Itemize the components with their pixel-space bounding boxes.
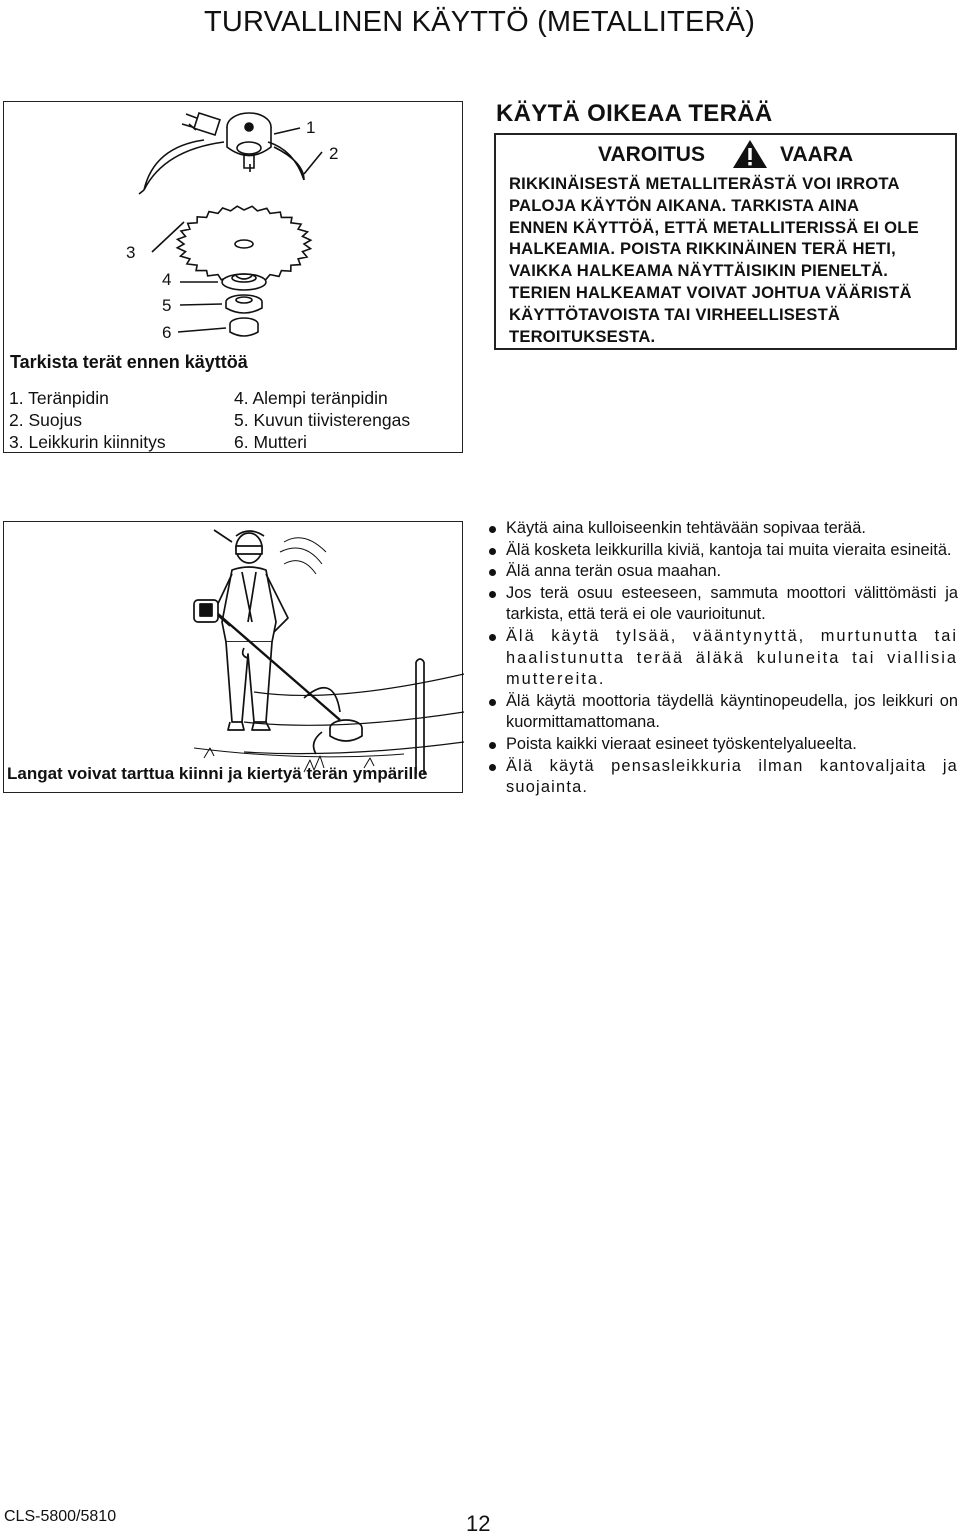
warning-line: KÄYTTÖTAVOISTA TAI VIRHEELLISESTÄ (509, 304, 841, 324)
callout-1: 1 (306, 118, 316, 137)
callout-6: 6 (162, 323, 172, 342)
list-item-text: Älä käytä tylsää, vääntynyttä, murtunutta tai haalistunutta terää äläkä kuluneita tai viallisia muttereita. (506, 626, 958, 689)
bullet-icon (489, 699, 496, 706)
bullet-icon (489, 526, 496, 533)
list-item-text: Älä käytä moottoria täydellä käyntinopeudella, jos leikkuri on kuormittamattomana. (506, 691, 958, 732)
parts-list-left (9, 387, 166, 453)
page-title: TURVALLINEN KÄYTTÖ (METALLITERÄ) (204, 6, 756, 38)
bullet-icon (489, 569, 496, 576)
warning-line: TEROITUKSESTA. (509, 326, 656, 346)
figure1-caption: Tarkista terät ennen käyttöä (10, 352, 248, 372)
list-item-text: Jos terä osuu esteeseen, sammuta moottori välittömästi ja tarkista, että terä ei ole vaurioitunut. (506, 583, 958, 624)
callout-4: 4 (162, 270, 172, 289)
warning-box (494, 133, 957, 350)
page-number: 12 (466, 1511, 491, 1536)
figure2-caption: Langat voivat tarttua kiinni ja kiertyä terän ympärille (7, 764, 428, 783)
list-item (486, 518, 958, 540)
part-item: 6. Mutteri (234, 432, 307, 452)
blade-assembly-figure (3, 101, 463, 453)
warning-line: ENNEN KÄYTTÖÄ, ETTÄ METALLITERISSÄ EI OLE (509, 217, 919, 237)
warning-label: VAROITUS (598, 143, 705, 166)
list-item-text: Älä kosketa leikkurilla kiviä, kantoja tai muita vieraita esineitä. (506, 540, 952, 559)
warning-line: PALOJA KÄYTÖN AIKANA. TARKISTA AINA (509, 195, 860, 215)
section-title: KÄYTÄ OIKEAA TERÄÄ (496, 100, 773, 127)
bullet-icon (489, 634, 496, 641)
part-item: 2. Suojus (9, 410, 82, 430)
list-item (486, 583, 958, 626)
warning-line: TERIEN HALKEAMAT VOIVAT JOHTUA VÄÄRISTÄ (509, 282, 912, 302)
warning-line: RIKKINÄISESTÄ METALLITERÄSTÄ VOI IRROTA (509, 174, 900, 193)
callout-3: 3 (126, 243, 136, 262)
safety-bullet-list (486, 518, 958, 799)
list-item (486, 561, 958, 583)
warning-line: VAIKKA HALKEAMA NÄYTTÄISIKIN PIENELTÄ. (509, 261, 889, 281)
list-item-text: Älä käytä pensasleikkuria ilman kantovaljaita ja suojainta. (506, 756, 958, 797)
bullet-icon (489, 548, 496, 555)
part-item: 3. Leikkurin kiinnitys (9, 432, 166, 452)
part-item: 4. Alempi teränpidin (234, 388, 388, 408)
operator-figure (3, 521, 463, 793)
list-item-text: Älä anna terän osua maahan. (506, 562, 722, 581)
bullet-icon (489, 591, 496, 598)
list-item (486, 756, 958, 799)
callout-5: 5 (162, 296, 172, 315)
bullet-icon (489, 742, 496, 749)
warning-text (509, 173, 949, 347)
parts-list-right (234, 387, 410, 453)
list-item (486, 734, 958, 756)
list-item (486, 691, 958, 734)
warning-triangle-icon (732, 139, 768, 169)
list-item-text: Poista kaikki vieraat esineet työskentelyalueelta. (506, 734, 857, 753)
list-item-text: Käytä aina kulloiseenkin tehtävään sopivaa terää. (506, 519, 866, 537)
part-item: 1. Teränpidin (9, 388, 109, 408)
callout-2: 2 (329, 144, 339, 163)
danger-label: VAARA (780, 143, 854, 166)
bullet-icon (489, 764, 496, 771)
model-number: CLS-5800/5810 (4, 1508, 117, 1525)
list-item (486, 626, 958, 691)
warning-line: HALKEAMIA. POISTA RIKKINÄINEN TERÄ HETI, (509, 239, 896, 259)
part-item: 5. Kuvun tiivisterengas (234, 410, 411, 430)
operator-with-trimmer-illustration (4, 522, 464, 794)
list-item (486, 540, 958, 562)
